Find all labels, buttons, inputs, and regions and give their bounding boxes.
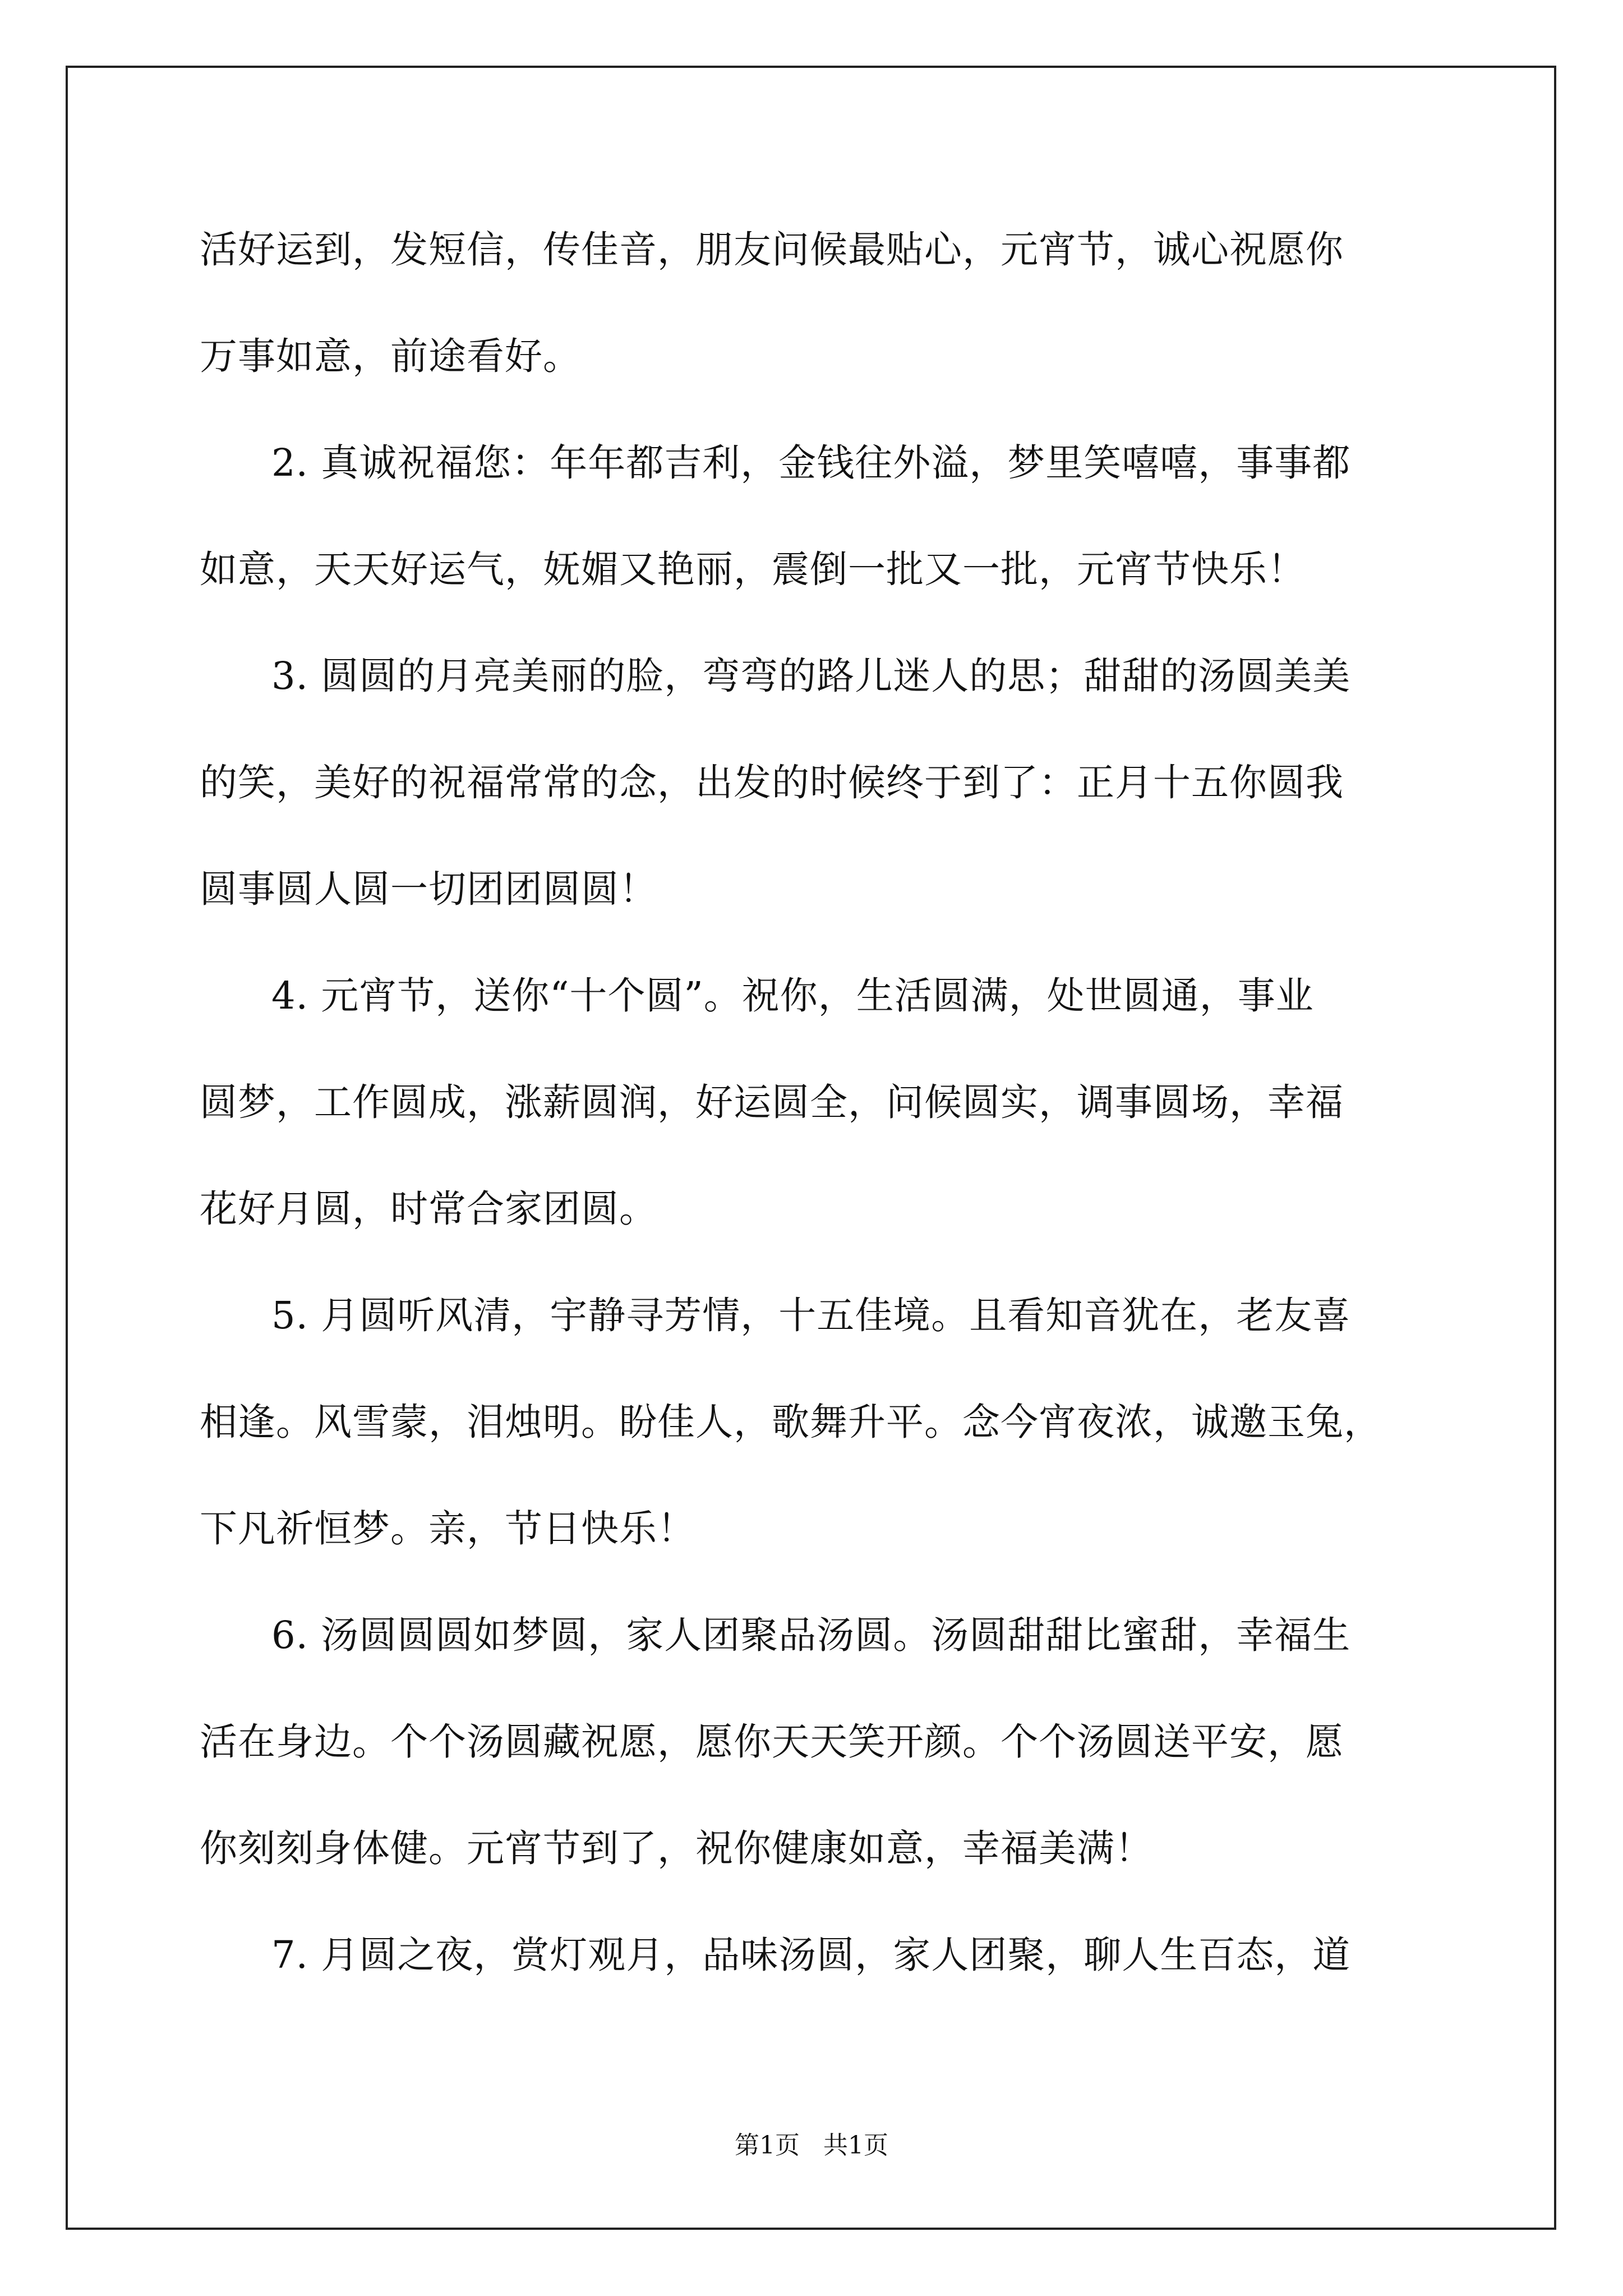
text-line: 7. 月圆之夜，赏灯观月，品味汤圆，家人团聚，聊人生百态，道 — [271, 1933, 1351, 1977]
text-line: 圆事圆人圆一切团团圆圆！ — [200, 867, 657, 911]
text-line: 活好运到，发短信，传佳音，朋友问候最贴心，元宵节，诚心祝愿你 — [200, 228, 1344, 272]
text-line: 下凡祈恒梦。亲，节日快乐！ — [200, 1507, 695, 1550]
text-line: 花好月圆，时常合家团圆。 — [200, 1187, 657, 1231]
text-line: 活在身边。个个汤圆藏祝愿，愿你天天笑开颜。个个汤圆送平安，愿 — [200, 1720, 1344, 1764]
page-border — [66, 66, 1556, 2230]
text-line: 2. 真诚祝福您：年年都吉利，金钱往外溢，梦里笑嘻嘻，事事都 — [271, 441, 1351, 485]
text-line: 万事如意，前途看好。 — [200, 334, 581, 378]
text-line: 你刻刻身体健。元宵节到了，祝你健康如意，幸福美满！ — [200, 1826, 1153, 1870]
text-line: 相逢。风雪蒙，泪烛明。盼佳人，歌舞升平。念今宵夜浓，诚邀玉兔， — [200, 1400, 1382, 1444]
text-line: 的笑，美好的祝福常常的念，出发的时候终于到了：正月十五你圆我 — [200, 761, 1344, 804]
text-line: 4. 元宵节，送你“十个圆”。祝你，生活圆满，处世圆通，事业 — [271, 974, 1314, 1018]
text-line: 圆梦，工作圆成，涨薪圆润，好运圆全，问候圆实，调事圆场，幸福 — [200, 1080, 1344, 1124]
text-line: 3. 圆圆的月亮美丽的脸，弯弯的路儿迷人的思；甜甜的汤圆美美 — [271, 654, 1351, 698]
text-line: 6. 汤圆圆圆如梦圆，家人团聚品汤圆。汤圆甜甜比蜜甜，幸福生 — [271, 1613, 1351, 1657]
text-line: 5. 月圆听风清，宇静寻芳情，十五佳境。且看知音犹在，老友喜 — [271, 1294, 1351, 1337]
text-line: 如意，天天好运气，妩媚又艳丽，震倒一批又一批，元宵节快乐！ — [200, 547, 1306, 591]
page-number-footer: 第1页 共1页 — [735, 2131, 888, 2160]
